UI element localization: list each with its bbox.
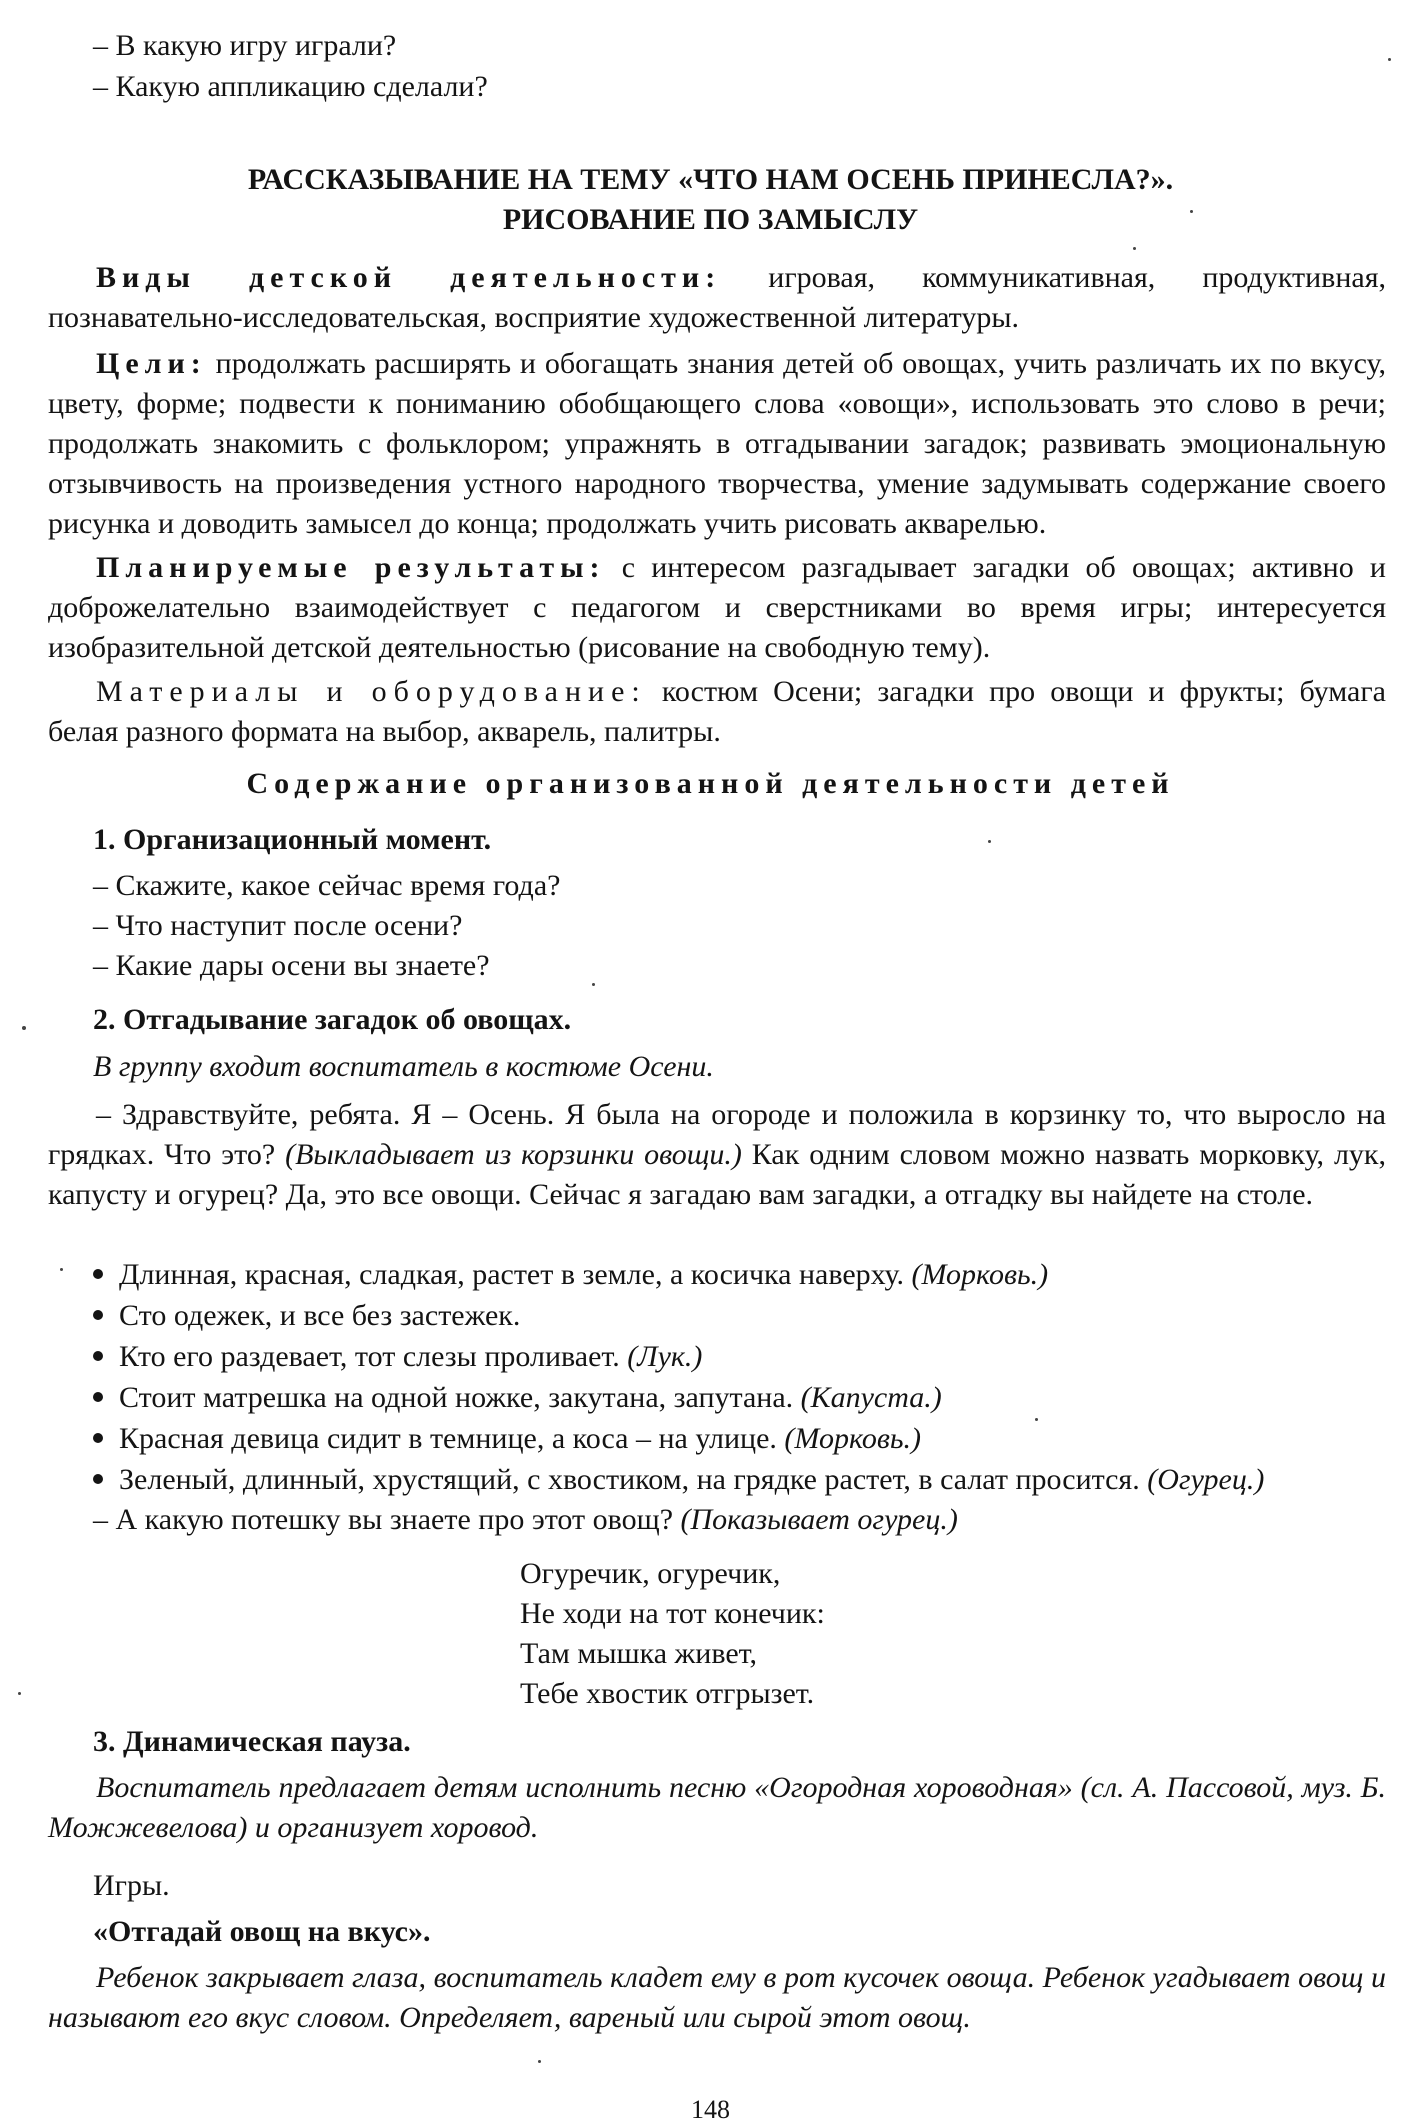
riddle-text: Стоит матрешка на одной ножке, закутана, запутана.	[119, 1381, 801, 1414]
poem-line-2: Не ходи на тот конечик:	[520, 1597, 825, 1630]
section1-question-1: – Скажите, какое сейчас время года?	[93, 869, 561, 902]
section2-speech	[48, 1095, 1386, 1215]
riddle-item	[93, 1337, 702, 1377]
page-number: 148	[691, 2095, 730, 2124]
scan-speck	[1190, 210, 1193, 213]
bullet-icon	[93, 1474, 103, 1484]
game-description: Ребенок закрывает глаза, воспитатель кладет ему в рот кусочек овоща. Ребенок угадывает овощ и называют его вкус словом. Определяет, вареный или сырой этот овощ.	[48, 1961, 1386, 2034]
results-text: с интересом разгадывает загадки об овощах; активно и доброжелательно взаимодействует с педагогом и сверстниками во время игры; интересуется изобразительной детской деятельностью (рисование на свободную тему).	[48, 551, 1386, 664]
bullet-icon	[93, 1392, 103, 1402]
poem-line-4: Тебе хвостик отгрызет.	[520, 1677, 815, 1710]
section2-heading: 2. Отгадывание загадок об овощах.	[93, 1003, 572, 1036]
scan-speck	[18, 1692, 21, 1695]
speech-italic: (Выкладывает из корзинки овощи.)	[285, 1138, 742, 1171]
riddle-item	[93, 1296, 520, 1336]
goals-label: Цели:	[96, 347, 207, 380]
activities-text: игровая, коммуникативная, продуктивная, познавательно-исследовательская, восприятие художественной литературы.	[48, 261, 1387, 334]
question-text: – А какую потешку вы знаете про этот овощ?	[93, 1503, 681, 1536]
riddle-answer: (Капуста.)	[800, 1381, 942, 1414]
game-title: «Отгадай овощ на вкус».	[93, 1915, 431, 1948]
activities-label: Виды детской деятельности:	[96, 261, 722, 294]
scan-speck	[22, 1026, 26, 1030]
riddle-item	[93, 1460, 1264, 1500]
scan-speck	[592, 983, 595, 986]
top-question-1: – В какую игру играли?	[93, 29, 397, 62]
bullet-icon	[93, 1351, 103, 1361]
goals-text: продолжать расширять и обогащать знания детей об овощах, учить различать их по вкусу, цвету, форме; подвести к пониманию обобщающего слова «овощи», использовать это слово в речи; продолжать знакомить с фольклором; упражнять в отгадывании загадок; развивать эмоциональную отзывчивость на произведения устного народного творчества, умение задумывать содержание своего рисунка и доводить замысел до конца; продолжать учить рисовать акварелью.	[48, 347, 1386, 540]
top-question-2: – Какую аппликацию сделали?	[93, 70, 488, 103]
riddle-item	[93, 1255, 1048, 1295]
section3-text: Воспитатель предлагает детям исполнить песню «Огородная хороводная» (сл. А. Пассовой, муз. Б. Можжевелова) и организует хоровод.	[48, 1771, 1386, 1844]
section3-heading: 3. Динамическая пауза.	[93, 1725, 411, 1758]
riddle-text: Кто его раздевает, тот слезы проливает.	[119, 1340, 628, 1373]
speech-part-1: – Здравствуйте, ребята. Я – Осень. Я была на огороде и положила в корзинку то, что выросло на грядках. Что это?	[48, 1098, 1386, 1171]
scan-speck	[1388, 58, 1391, 61]
materials-text: костюм Осени; загадки про овощи и фрукты; бумага белая разного формата на выбор, акварель, палитры.	[48, 675, 1386, 748]
riddle-text: Зеленый, длинный, хрустящий, с хвостиком, на грядке растет, в салат просится.	[119, 1463, 1148, 1496]
goals-paragraph	[48, 344, 1386, 544]
riddle-text: Длинная, красная, сладкая, растет в земле, а косичка наверху.	[119, 1258, 912, 1291]
riddle-answer: (Морковь.)	[911, 1258, 1049, 1291]
question-italic: (Показывает огурец.)	[680, 1503, 958, 1536]
scan-speck	[538, 2060, 541, 2063]
bullet-icon	[93, 1433, 103, 1443]
results-label: Планируемые результаты:	[96, 551, 606, 584]
section1-heading: 1. Организационный момент.	[93, 823, 492, 856]
riddle-item	[93, 1378, 942, 1418]
section2-question	[93, 1500, 958, 1540]
section2-intro: В группу входит воспитатель в костюме Осени.	[93, 1050, 714, 1083]
speech-part-2: Как одним словом можно назвать морковку, лук, капусту и огурец? Да, это все овощи. Сейчас я загадаю вам загадки, а отгадку вы найдете на столе.	[48, 1138, 1386, 1211]
materials-label: Материалы и оборудование:	[96, 675, 647, 708]
scan-speck	[988, 840, 991, 843]
scan-speck	[1035, 1418, 1038, 1421]
scan-speck	[1133, 247, 1136, 250]
content-heading: Содержание организованной деятельности детей	[246, 767, 1175, 800]
riddle-text: Красная девица сидит в темнице, а коса – на улице.	[119, 1422, 785, 1455]
scan-speck	[60, 1268, 63, 1271]
bullet-icon	[93, 1310, 103, 1320]
poem-line-3: Там мышка живет,	[520, 1637, 757, 1670]
poem-line-1: Огуречик, огуречик,	[520, 1557, 781, 1590]
riddle-answer: (Огурец.)	[1147, 1463, 1265, 1496]
riddle-text: Сто одежек, и все без застежек.	[119, 1299, 521, 1332]
lesson-title-line-1: РАССКАЗЫВАНИЕ НА ТЕМУ «ЧТО НАМ ОСЕНЬ ПРИНЕСЛА?».	[247, 163, 1174, 196]
riddle-answer: (Морковь.)	[784, 1422, 922, 1455]
riddle-answer: (Лук.)	[627, 1340, 703, 1373]
activities-paragraph	[48, 258, 1386, 338]
section1-question-3: – Какие дары осени вы знаете?	[93, 949, 490, 982]
lesson-title-line-2: РИСОВАНИЕ ПО ЗАМЫСЛУ	[502, 203, 919, 236]
riddle-item	[93, 1419, 921, 1459]
bullet-icon	[93, 1269, 103, 1279]
games-label: Игры.	[93, 1869, 170, 1902]
results-paragraph	[48, 548, 1386, 668]
materials-paragraph	[48, 672, 1386, 752]
section1-question-2: – Что наступит после осени?	[93, 909, 463, 942]
